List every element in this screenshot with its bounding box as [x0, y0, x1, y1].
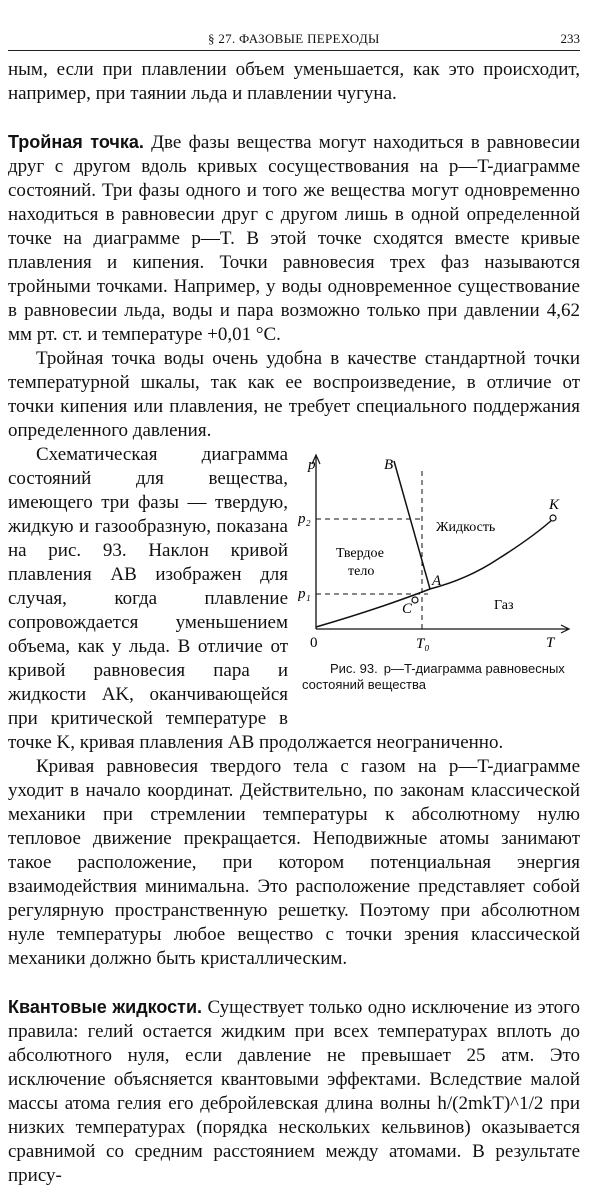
label-gas: Газ [494, 598, 514, 613]
label-t-axis: T [546, 635, 555, 651]
paragraph-schematic [8, 443, 580, 755]
figure-caption [302, 661, 574, 693]
melting-curve-ab [394, 461, 430, 589]
label-p1: p₁ [298, 586, 311, 602]
label-k: K [549, 497, 560, 513]
page-number: 233 [560, 31, 580, 46]
figure-93 [298, 449, 580, 711]
label-p-axis: p [308, 457, 316, 473]
paragraph-standard-point: Тройная точка воды очень удобна в качестве стандартной точки температурной шкалы, так как ее воспроизведение, в отличие от точки кипения или плавления, не требует специального поддержания определенного давления. [8, 348, 580, 441]
paragraph-text: Схематическая диаграмма состояний для вещества, имеющего три фазы — твердую, жидкую и газообразную, показана на рис. 93. Наклон кривой плавления AB изображен для случая, когда плавление сопровождается уменьшением объема, как у льда. В отличие от кривой равновесия пара и жидкости AK, оканчивающейся при критической температуре в точке K, кривая плавления AB продолжается неограниченно. [8, 444, 504, 753]
paragraph-sublimation: Кривая равновесия твердого тела с газом на p—T-диаграмме уходит в начало координат. Действительно, по законам классической механики при стремлении температуры к абсолютному нулю тепловое движение прекращается. Неподвижные атомы занимают такое расположение, при котором потенциальная энергия взаимодействия минимальна. Это расположение представляет собой регулярную пространственную решетку. Поэтому при абсолютном нуле температуры любое вещество с точки зрения классической механики должно быть кристаллическим. [8, 756, 580, 969]
paragraph-quantum-liquids [8, 995, 580, 1188]
heading-quantum-liquids: Квантовые жидкости. [8, 997, 203, 1017]
label-origin: 0 [310, 635, 318, 651]
paragraph-triple-point [8, 130, 580, 347]
paragraph-text: Две фазы вещества могут находиться в равновесии друг с другом вдоль кривых сосуществования на p—T-диаграмме состояний. Три фазы одного и того же вещества могут одновременно находиться в равновесии друг с другом лишь в одной определенной точке на диаграмме p—T. В этой точке сходятся вместе кривые плавления и кипения. Точки равновесия трех фаз называются тройными точками. Например, у воды одновременное существование в равновесии льда, воды и пара возможно только при давлении 4,62 мм рт. ст. и температуре +0,01 °C. [8, 132, 581, 345]
label-c: C [402, 601, 413, 617]
critical-point-marker [550, 515, 556, 521]
caption-label: Рис. 93. [330, 661, 378, 676]
running-header [8, 28, 580, 51]
label-solid-1: Твердое [336, 546, 384, 561]
caption-text: p—T-диаграмма равновесных состояний вещества [302, 661, 565, 692]
body-text [8, 58, 580, 1188]
paragraph-text: Существует только одно исключение из этого правила: гелий остается жидким при всех температурах вплоть до абсолютного нуля, если давление не превышает 25 атм. Это исключение объясняется квантовыми эффектами. Вследствие малой массы атома гелия его дебройлевская длина волны h/(2mkT)^1/2 при низких температурах (порядка нескольких кельвинов) оказывается сравнимой со средним расстоянием между атомами. В результате прису- [8, 997, 580, 1186]
phase-diagram [298, 449, 580, 659]
running-title: § 27. ФАЗОВЫЕ ПЕРЕХОДЫ [208, 31, 380, 46]
paragraph-continuation: ным, если при плавлении объем уменьшается, как это происходит, например, при таянии льда и плавлении чугуна. [8, 59, 580, 104]
label-liquid: Жидкость [436, 520, 496, 535]
label-a: A [432, 573, 442, 589]
label-t0: T₀ [416, 636, 430, 652]
label-p2: p₂ [298, 511, 311, 527]
sublimation-curve [316, 589, 430, 627]
label-solid-2: тело [348, 564, 375, 579]
point-c-marker [412, 597, 418, 603]
heading-triple-point: Тройная точка. [8, 132, 144, 152]
label-b: B [384, 457, 394, 473]
